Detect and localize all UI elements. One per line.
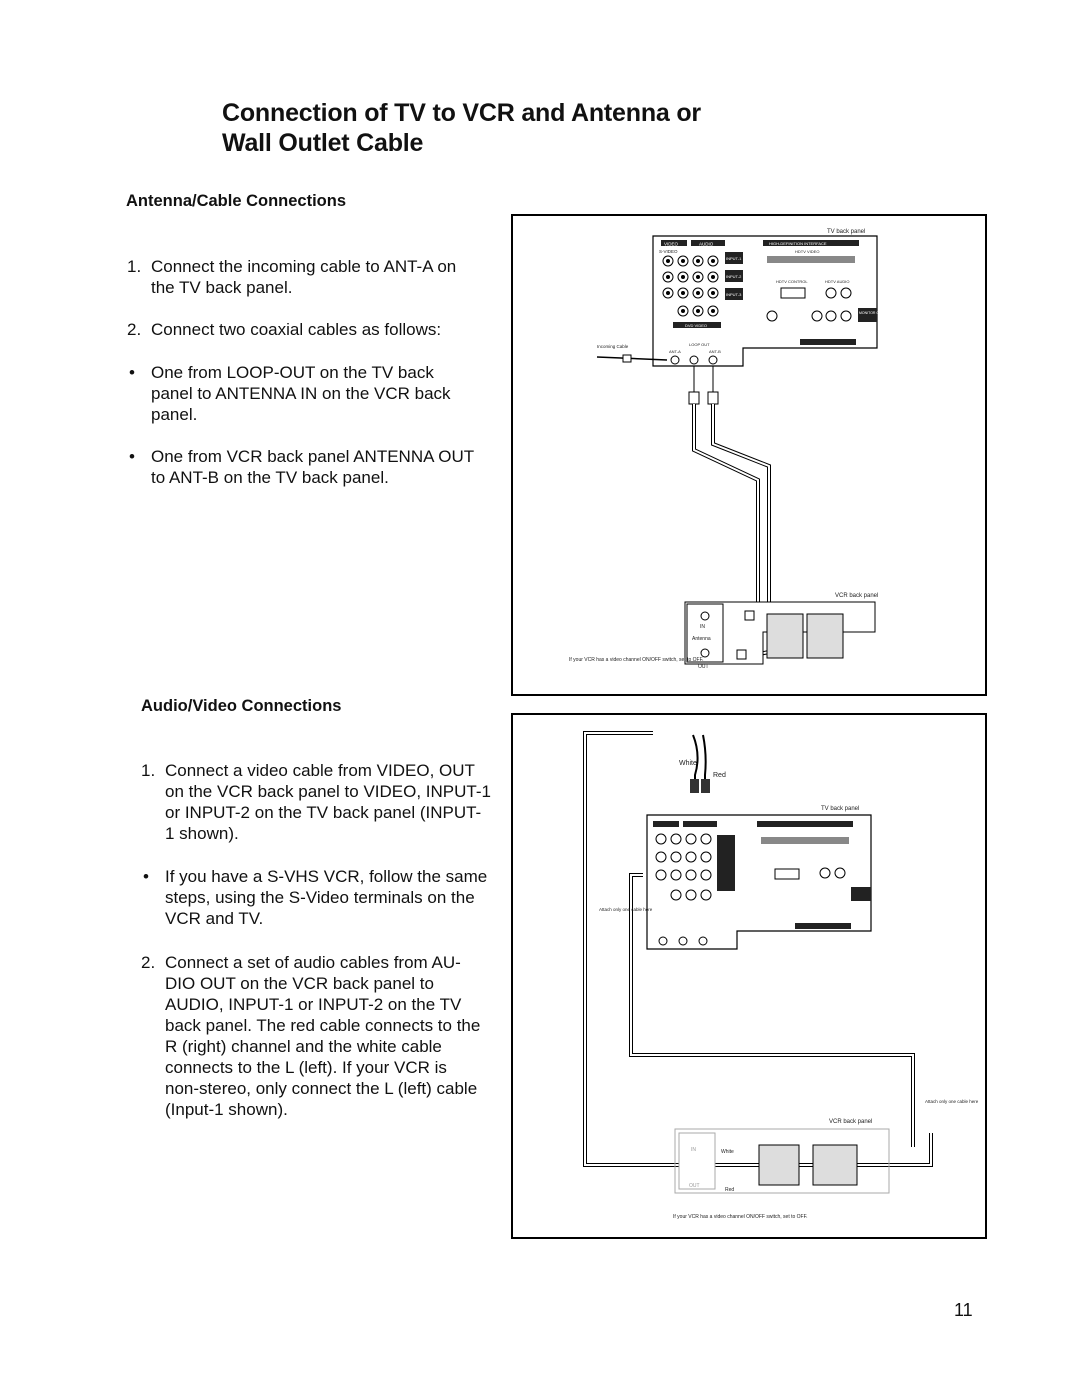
av-connection-diagram (511, 713, 987, 1239)
step-text-line: R (right) channel and the white cable (165, 1037, 442, 1056)
vcr-av-jacks (767, 614, 803, 658)
step-text-line: Connect the incoming cable to ANT-A on (151, 257, 457, 276)
bullet-text-line: If you have a S-VHS VCR, follow the same (165, 867, 488, 886)
s-video-label: S-VIDEO (659, 249, 678, 254)
step-text-line: (Input-1 shown). (165, 1100, 288, 1119)
vcr-audio-jacks (759, 1145, 799, 1185)
ant-b-label: ANT-B (709, 349, 721, 354)
antenna-in-label: IN (700, 624, 705, 630)
coax-connector (689, 392, 699, 404)
bullet-dot: • (129, 447, 135, 466)
hdtv-audio-label: HDTV AUDIO (825, 279, 850, 284)
step-text-line: AUDIO, INPUT-1 or INPUT-2 on the TV (165, 995, 462, 1014)
av-step-2 (141, 952, 501, 1122)
tv-back-panel-label: TV back panel (827, 229, 866, 235)
tv-panel-outline (653, 236, 877, 366)
audio-tab-label: AUDIO (699, 241, 714, 247)
step-text-line: Connect a set of audio cables from AU- (165, 953, 461, 972)
input3-label: INPUT-3 (726, 292, 742, 297)
video-cable-outer (585, 733, 931, 1165)
coax-connector (708, 392, 718, 404)
vcr-note: If your VCR has a video channel ON/OFF switch, set to OFF. (569, 657, 704, 663)
input1-label: INPUT-1 (726, 256, 742, 261)
vcr-in-label: IN (691, 1147, 696, 1153)
vcr-note: If your VCR has a video channel ON/OFF switch, set to OFF. (673, 1214, 808, 1220)
vcr-back-panel-label: VCR back panel (835, 593, 879, 599)
loop-out-label: LOOP OUT (689, 342, 710, 347)
vcr-out-label: OUT (689, 1183, 700, 1189)
vcr-antenna-block (687, 604, 723, 662)
antenna-bullet-2 (129, 446, 509, 490)
red-label: Red (725, 1187, 735, 1193)
page-title-line2: Wall Outlet Cable (222, 129, 424, 157)
antenna-step-2 (127, 319, 497, 341)
vcr-video-jacks (813, 1145, 857, 1185)
step-number: 1. (127, 257, 142, 276)
white-cable-tag: White (679, 760, 697, 767)
step-number: 2. (141, 953, 156, 972)
bullet-text-line: steps, using the S-Video terminals on the (165, 888, 475, 907)
antenna-label: Antenna (692, 636, 711, 642)
hdtv-video-jacks (767, 256, 855, 263)
monitor-output-label: MONITOR OUTPUT (859, 311, 891, 315)
step-text-line: 1 shown). (165, 824, 239, 843)
step-text-line: non-stereo, only connect the L (left) cable (165, 1079, 478, 1098)
bullet-text-line: VCR and TV. (165, 909, 264, 928)
antenna-connection-diagram (511, 214, 987, 696)
antenna-section-heading: Antenna/Cable Connections (126, 192, 347, 210)
bullet-dot: • (143, 867, 149, 886)
bullet-dot: • (129, 363, 135, 382)
vcr-back-panel-label: VCR back panel (829, 1119, 873, 1125)
dvd-video-label: DVD VIDEO (685, 323, 708, 328)
antenna-diagram-svg (513, 216, 985, 694)
bullet-text-line: panel. (151, 405, 198, 424)
bullet-text-line: to ANT-B on the TV back panel. (151, 468, 389, 487)
antenna-step-1 (127, 256, 497, 300)
av-section-heading: Audio/Video Connections (141, 697, 342, 715)
bullet-text-line: One from LOOP-OUT on the TV back (151, 363, 434, 382)
hdtv-video-label: HDTV VIDEO (795, 249, 820, 254)
white-label: White (721, 1149, 734, 1155)
video-audio-footer (800, 339, 856, 345)
antenna-out-label: OUT (698, 664, 709, 670)
step-text-line: on the VCR back panel to VIDEO, INPUT-1 (165, 782, 491, 801)
step-text-line: Connect a video cable from VIDEO, OUT (165, 761, 475, 780)
video-cable-inner (585, 733, 931, 1165)
step-number: 2. (127, 320, 142, 339)
page-title (222, 98, 862, 158)
av-diagram-svg (513, 715, 985, 1237)
bullet-text-line: One from VCR back panel ANTENNA OUT (151, 447, 475, 466)
page-title-line1: Connection of TV to VCR and Antenna or (222, 99, 701, 127)
coax-cable-1-outer (694, 404, 758, 616)
bullet-text-line: panel to ANTENNA IN on the VCR back (151, 384, 451, 403)
step-text-line: the TV back panel. (151, 278, 293, 297)
incoming-cable-label: Incoming Cable (597, 344, 629, 349)
step-text-line: or INPUT-2 on the TV back panel (INPUT- (165, 803, 482, 822)
hdi-header-label: HIGH-DEFINITION INTERFACE (769, 241, 827, 246)
attach-note-right: Attach only one cable here (925, 1099, 979, 1104)
vcr-av-jacks (807, 614, 843, 658)
hdtv-control-label: HDTV CONTROL (776, 279, 808, 284)
step-text-line: Connect two coaxial cables as follows: (151, 320, 442, 339)
coax-cable-1-inner (694, 404, 758, 616)
antenna-bullet-1 (129, 362, 499, 428)
av-bullet-1 (143, 866, 503, 932)
attach-note-left: Attach only one cable here (599, 907, 653, 912)
av-step-1 (141, 760, 501, 848)
step-text-line: connects to the L (left). If your VCR is (165, 1058, 447, 1077)
incoming-cable-connector (623, 355, 631, 362)
page-number: 11 (954, 1300, 973, 1320)
ant-a-label: ANT-A (669, 349, 681, 354)
tv-back-panel-label: TV back panel (821, 806, 860, 812)
video-tab-label: VIDEO (664, 241, 679, 247)
input2-label: INPUT-2 (726, 274, 742, 279)
step-text-line: back panel. The red cable connects to the (165, 1016, 481, 1035)
step-text-line: DIO OUT on the VCR back panel to (165, 974, 434, 993)
step-number: 1. (141, 761, 156, 780)
red-cable-tag: Red (713, 772, 726, 779)
